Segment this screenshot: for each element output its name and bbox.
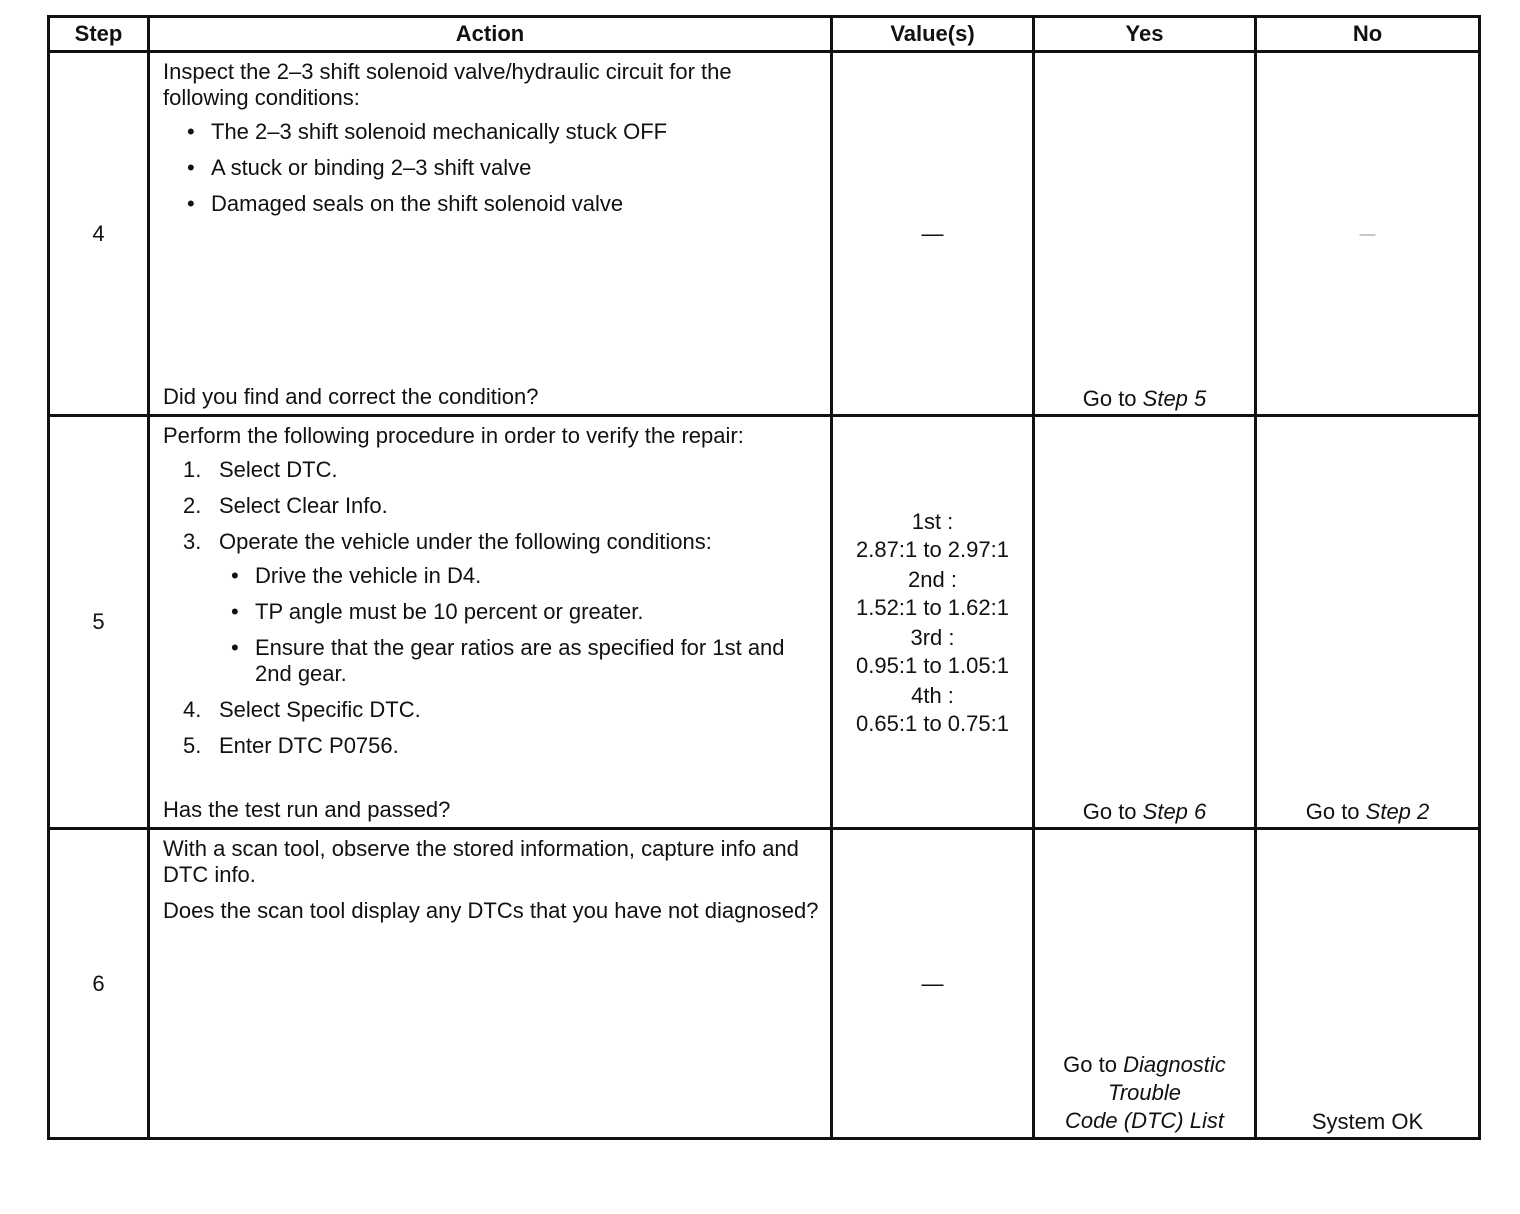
header-yes: Yes	[1034, 17, 1256, 52]
list-item: • Ensure that the gear ratios are as specified for 1st and 2nd gear.	[231, 635, 820, 687]
list-number: 5.	[183, 733, 202, 758]
value-cell	[832, 829, 1034, 1139]
list-item: • TP angle must be 10 percent or greater.	[231, 599, 820, 625]
value-cell	[832, 416, 1034, 829]
yes-cell	[1034, 52, 1256, 416]
yes-prefix: Go to	[1082, 799, 1143, 824]
header-values: Value(s)	[832, 17, 1034, 52]
list-item: • Drive the vehicle in D4.	[231, 563, 820, 589]
gear-range: 0.65:1 to 0.75:1	[856, 711, 1009, 736]
gear-ratio-values	[856, 506, 1009, 738]
dtc-list-link-line3[interactable]: Code (DTC) List	[1065, 1108, 1224, 1133]
step-number: 6	[49, 829, 149, 1139]
diagnostic-table	[47, 15, 1481, 1140]
list-item	[183, 529, 820, 687]
list-text: Operate the vehicle under the following conditions:	[219, 529, 712, 554]
action-question: Does the scan tool display any DTCs that you have not diagnosed?	[163, 898, 819, 923]
gear-label: 3rd :	[910, 625, 955, 650]
dtc-list-link-line1[interactable]: Diagnostic	[1123, 1052, 1226, 1077]
no-cell	[1256, 829, 1480, 1139]
table-row-step-5	[49, 416, 1480, 829]
table-row-step-6	[49, 829, 1480, 1139]
no-cell	[1256, 52, 1480, 416]
yes-prefix: Go to	[1063, 1052, 1124, 1077]
gear-range: 1.52:1 to 1.62:1	[856, 595, 1009, 620]
gear-label: 1st :	[911, 509, 954, 534]
action-intro: Inspect the 2–3 shift solenoid valve/hydraulic circuit for the following conditions:	[163, 59, 732, 110]
gear-label: 2nd :	[908, 567, 957, 592]
yes-step-link[interactable]: Step 6	[1142, 799, 1207, 824]
procedure-list	[163, 457, 820, 759]
yes-prefix: Go to	[1082, 386, 1143, 411]
gear-range: 0.95:1 to 1.05:1	[856, 653, 1009, 678]
list-item	[183, 457, 820, 483]
header-action: Action	[149, 17, 832, 52]
list-text: Enter DTC P0756.	[219, 733, 399, 758]
action-cell	[149, 52, 832, 416]
gear-range: 2.87:1 to 2.97:1	[856, 537, 1009, 562]
action-intro: Perform the following procedure in order to verify the repair:	[163, 423, 744, 448]
no-result: System OK	[1311, 1109, 1424, 1134]
list-item: • A stuck or binding 2–3 shift valve	[187, 155, 820, 181]
action-paragraph: With a scan tool, observe the stored information, capture info and DTC info.	[163, 836, 799, 887]
list-item	[183, 493, 820, 519]
header-row	[49, 17, 1480, 52]
step-number: 4	[49, 52, 149, 416]
list-number: 1.	[183, 457, 202, 482]
list-text: Select Specific DTC.	[219, 697, 421, 722]
list-number: 2.	[183, 493, 202, 518]
gear-label: 4th :	[911, 683, 954, 708]
yes-cell	[1034, 416, 1256, 829]
yes-cell	[1034, 829, 1256, 1139]
action-cell	[149, 416, 832, 829]
header-step: Step	[49, 17, 149, 52]
value-dash: —	[921, 220, 944, 246]
table-row-step-4	[49, 52, 1480, 416]
value-dash: —	[921, 970, 944, 996]
list-number: 3.	[183, 529, 202, 554]
condition-list	[163, 119, 820, 217]
step-number: 5	[49, 416, 149, 829]
list-item: • The 2–3 shift solenoid mechanically stuck OFF	[187, 119, 820, 145]
list-item	[183, 733, 820, 759]
list-text: Select Clear Info.	[219, 493, 388, 518]
no-prefix: Go to	[1305, 799, 1366, 824]
list-item	[183, 697, 820, 723]
header-no: No	[1256, 17, 1480, 52]
action-question: Has the test run and passed?	[163, 797, 451, 822]
action-cell	[149, 829, 832, 1139]
dtc-list-link-line2[interactable]: Trouble	[1108, 1080, 1181, 1105]
no-step-link[interactable]: Step 2	[1365, 799, 1430, 824]
list-text: Select DTC.	[219, 457, 338, 482]
list-item: • Damaged seals on the shift solenoid valve	[187, 191, 820, 217]
list-number: 4.	[183, 697, 202, 722]
sub-condition-list	[219, 563, 820, 687]
action-question: Did you find and correct the condition?	[163, 384, 539, 409]
yes-step-link[interactable]: Step 5	[1142, 386, 1207, 411]
no-dash: —	[1359, 226, 1376, 243]
no-cell	[1256, 416, 1480, 829]
value-cell	[832, 52, 1034, 416]
